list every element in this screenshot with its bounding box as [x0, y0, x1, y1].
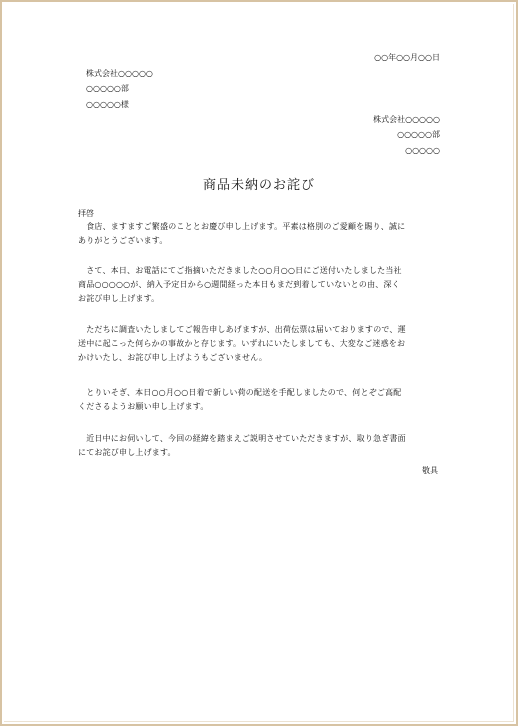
paragraph-line: かけいたし、お詫び申し上げようもございません。 — [78, 353, 268, 362]
body-paragraph-1 — [78, 220, 440, 248]
recipient-company: 株式会社○○○○○ — [86, 69, 153, 78]
recipient-person: ○○○○○様 — [86, 100, 129, 109]
paragraph-line: お詫び申し上げます。 — [78, 294, 160, 303]
letter-title: 商品未納のお詫び — [202, 178, 315, 193]
paragraph-line: にてお詫び申し上げます。 — [78, 448, 176, 457]
paragraph-line: 近日中にお伺いして、今回の経緯を踏まえご説明させていただきますが、取り急ぎ書面 — [78, 434, 406, 443]
body-paragraph-4 — [78, 386, 440, 414]
body-paragraph-5 — [78, 432, 440, 460]
body-paragraph-2 — [78, 264, 440, 306]
paragraph-line: ありがとうございます。 — [78, 236, 168, 245]
opening-salutation: 拝啓 — [78, 209, 94, 218]
letter-date: ○○年○○月○○日 — [374, 53, 440, 62]
paragraph-line: とりいそぎ、本日○○月○○日着で新しい荷の配送を手配しましたので、何とぞご高配 — [78, 388, 402, 397]
body-paragraph-3 — [78, 323, 440, 365]
sender-person: ○○○○○ — [405, 146, 440, 155]
paragraph-line: ただちに調査いたしましてご報告申しあげますが、出荷伝票は届いておりますので、運 — [78, 325, 406, 334]
sender-company: 株式会社○○○○○ — [373, 115, 440, 124]
paragraph-line: 食店、ますますご繁盛のこととお慶び申し上げます。平素は格別のご愛顧を賜り、誠に — [78, 222, 406, 231]
paragraph-line: 商品○○○○○が、納入予定日から○週間経った本日もまだ到着していないとの由、深く — [78, 280, 400, 289]
recipient-department: ○○○○○部 — [86, 84, 129, 93]
paragraph-line: 送中に起こった何らかの事故かと存じます。いずれにいたしましても、大変なご迷惑をお — [78, 339, 406, 348]
closing-salutation: 敬具 — [422, 466, 438, 475]
paragraph-line: くださるようお願い申し上げます。 — [78, 402, 209, 411]
paragraph-line: さて、本日、お電話にてご指摘いただきました○○月○○日にご送付いたしました当社 — [78, 266, 402, 275]
sender-department: ○○○○○部 — [397, 130, 440, 139]
